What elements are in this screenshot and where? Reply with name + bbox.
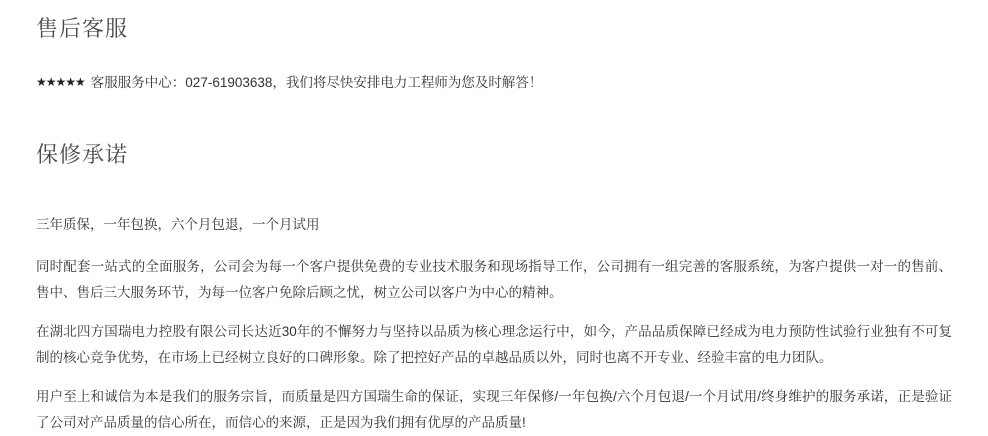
warranty-paragraph-service: 同时配套一站式的全面服务，公司会为每一个客户提供免费的专业技术服务和现场指导工作，公司拥有一组完善的客服系统，为客户提供一对一的售前、售中、售后三大服务环节，为每一位客户免除后顾之忧，树立公司以客户为中心的精神。 xyxy=(36,258,952,300)
warranty-paragraph-commitment: 用户至上和诚信为本是我们的服务宗旨，而质量是四方国瑞生命的保证，实现三年保修/一年包换/六个月包退/一个月试用/终身维护的服务承诺，正是验证了公司对产品质量的信心所在，而信心的来源，正是因为我们拥有优厚的产品质量! xyxy=(36,388,952,430)
warranty-terms-summary: 三年质保，一年包换，六个月包退，一个月试用 xyxy=(36,216,320,232)
warranty-paragraph-company: 在湖北四方国瑞电力控股有限公司长达近30年的不懈努力与坚持以品质为核心理念运行中，如今，产品品质保障已经成为电力预防性试验行业独有不可复制的核心竞争优势，在市场上已经树立良好的口碑形象。除了把控好产品的卓越品质以外，同时也离不开专业、经验丰富的电力团队。 xyxy=(36,323,952,365)
customer-service-contact xyxy=(36,72,542,93)
star-rating-icon: ★★★★★ xyxy=(36,75,85,89)
section-heading-aftersales: 售后客服 xyxy=(36,16,129,41)
section-heading-warranty: 保修承诺 xyxy=(36,142,129,167)
customer-service-text: 客服服务中心：027-61903638，我们将尽快安排电力工程师为您及时解答！ xyxy=(90,75,543,90)
